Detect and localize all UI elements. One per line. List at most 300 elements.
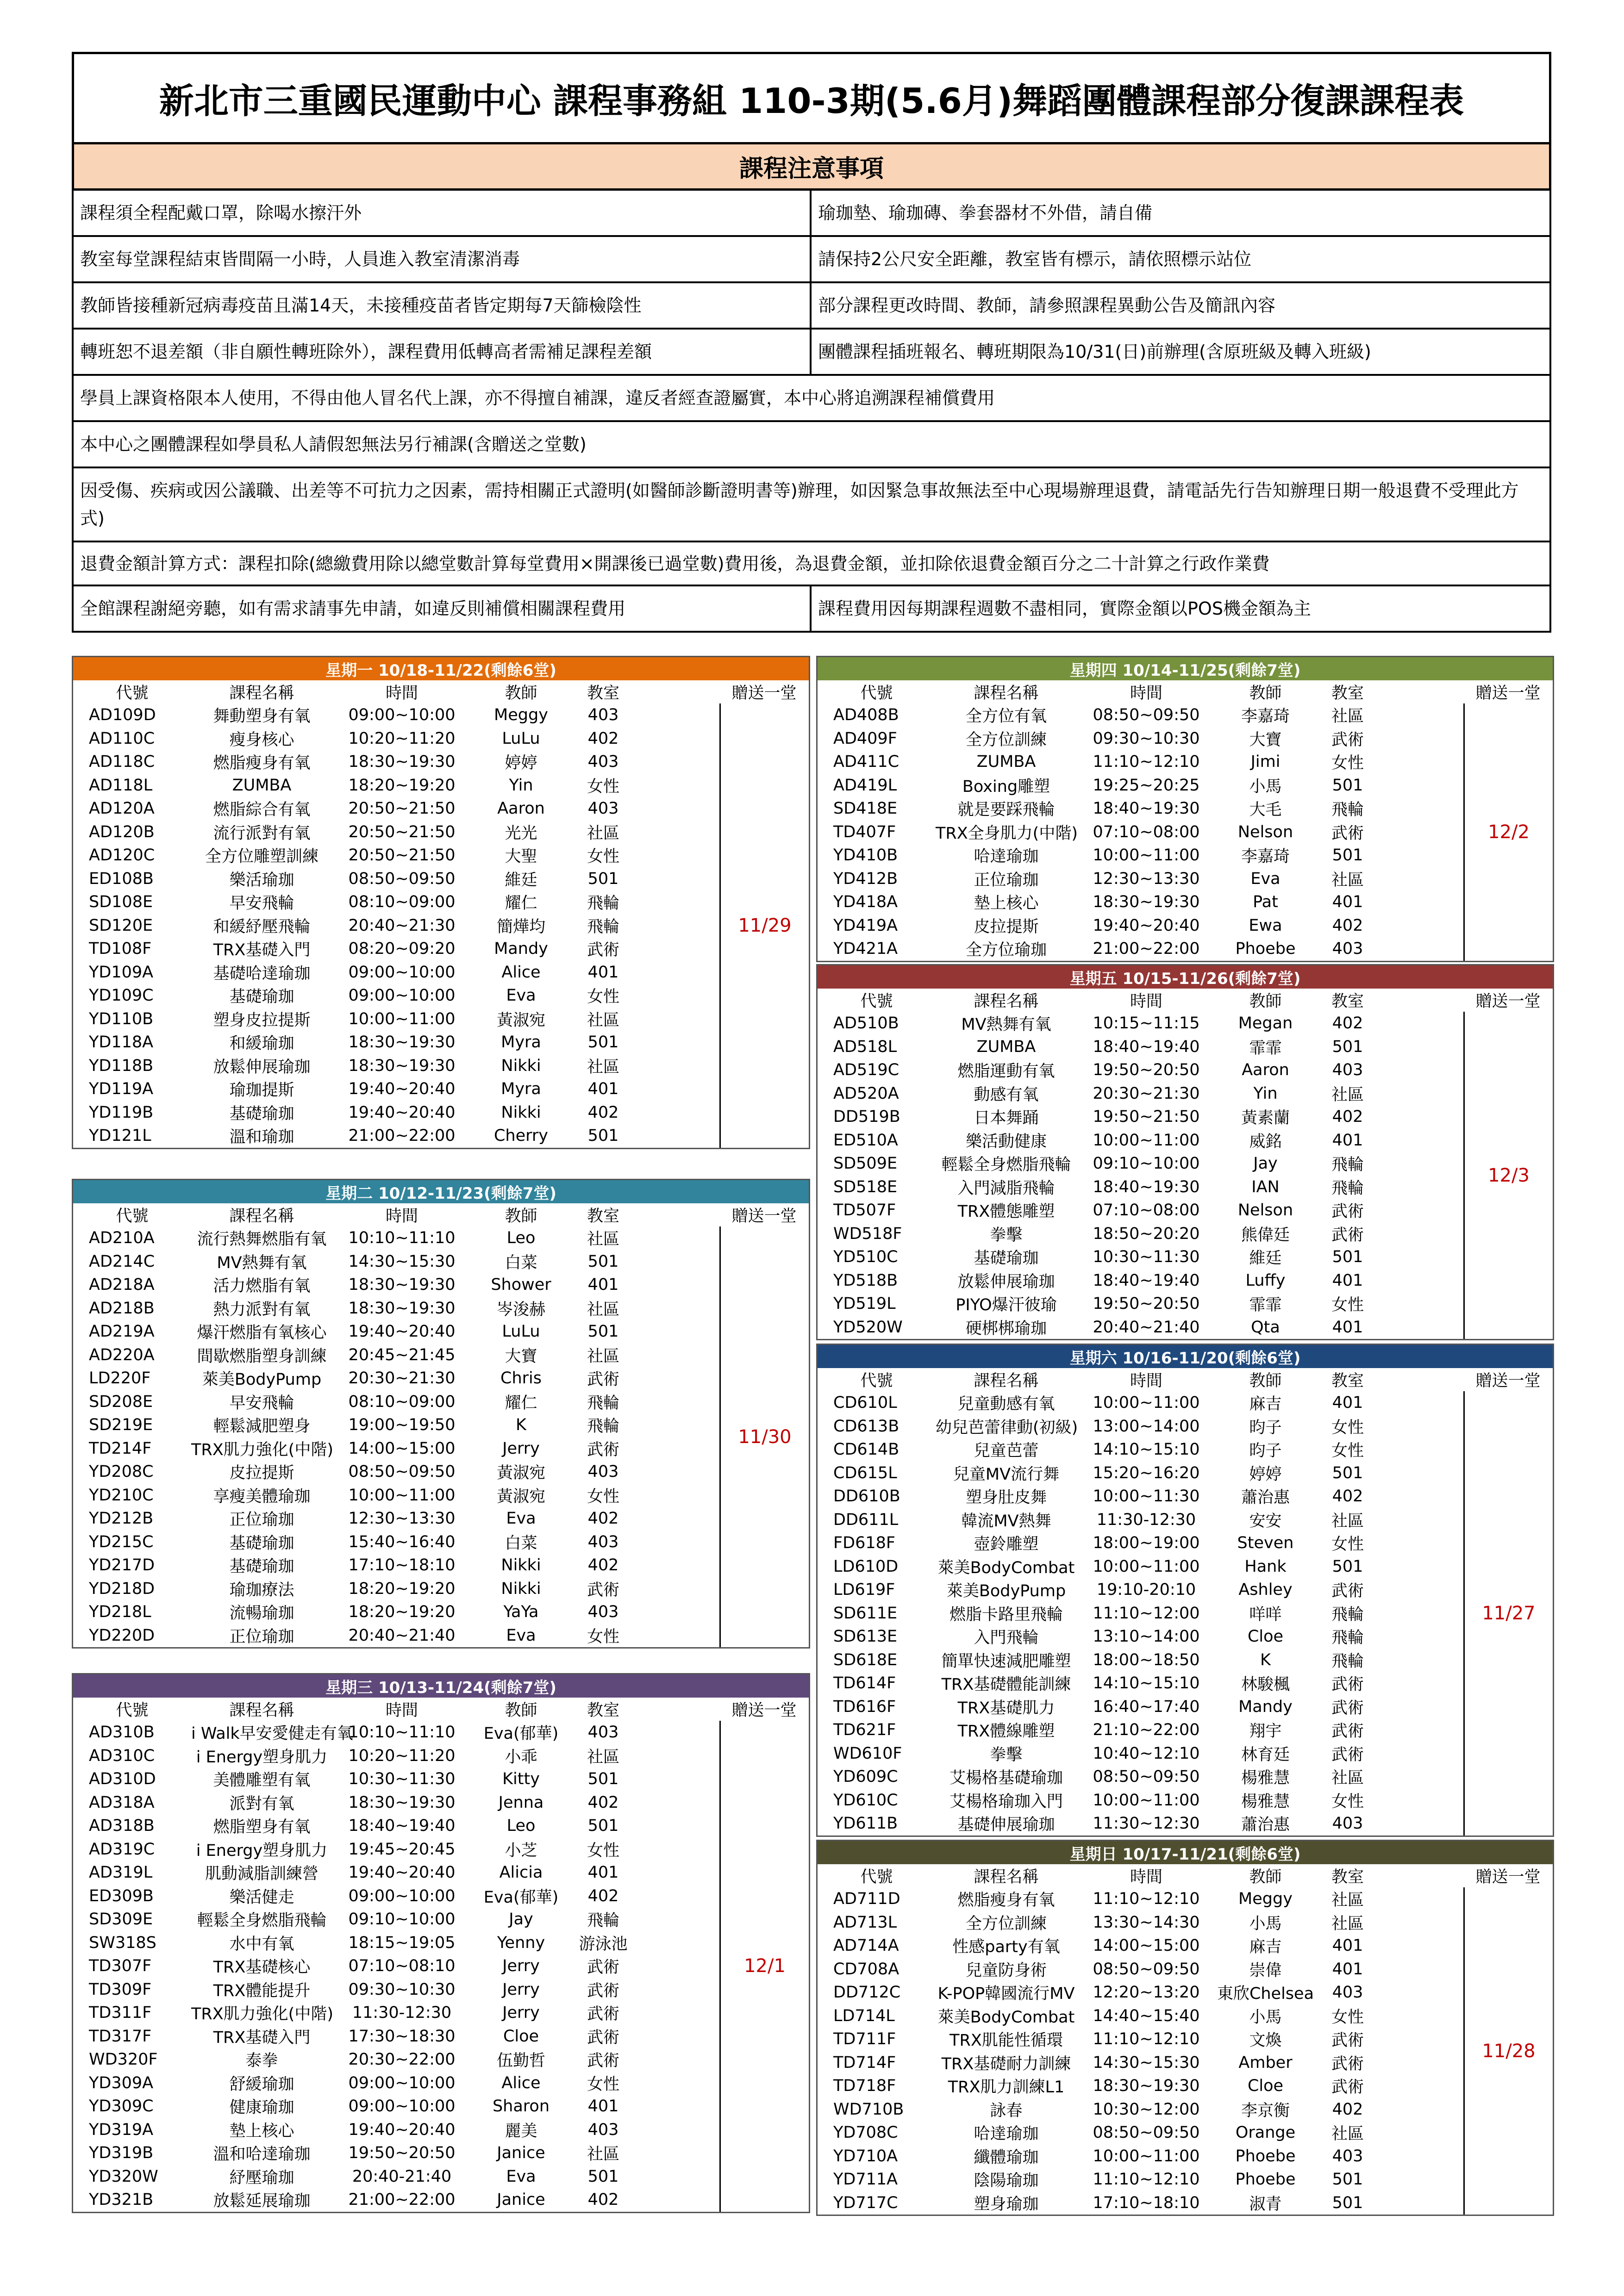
course-time: 16:40~17:40	[1093, 1697, 1200, 1716]
course-room: 401	[1332, 1936, 1363, 1955]
day-header: 星期六 10/16-11/20(剩餘6堂)	[818, 1345, 1553, 1368]
column-header: 教師	[1249, 992, 1282, 1011]
course-row	[818, 1508, 1553, 1532]
course-room: 402	[587, 1556, 619, 1575]
course-code: AD518L	[833, 1037, 897, 1056]
column-headers	[818, 989, 1553, 1012]
course-row	[818, 2168, 1553, 2191]
course-teacher: 楊雅慧	[1241, 1792, 1290, 1811]
course-name: 性感party有氧	[952, 1938, 1060, 1957]
course-time: 10:00~11:00	[1093, 1557, 1200, 1576]
column-header: 課程名稱	[974, 992, 1039, 1011]
course-room: 501	[587, 1252, 619, 1271]
course-row	[73, 937, 809, 961]
course-time: 18:20~19:20	[348, 1603, 456, 1622]
course-time: 17:10~18:10	[1093, 2193, 1200, 2212]
course-teacher: Yin	[1253, 1084, 1278, 1103]
course-row	[818, 1269, 1553, 1293]
course-teacher: 麗美	[505, 2122, 537, 2140]
course-name: TRX基礎耐力訓練	[941, 2054, 1071, 2073]
course-row	[818, 1958, 1553, 1981]
course-room: 401	[1332, 1960, 1363, 1979]
column-header: 代號	[116, 1207, 149, 1226]
column-header: 贈送一堂	[1475, 1868, 1541, 1886]
course-row	[73, 1721, 809, 1744]
course-row	[73, 1367, 809, 1390]
course-time: 20:50~21:50	[348, 822, 456, 841]
course-room: 女性	[1331, 1535, 1364, 1554]
course-time: 10:00~11:00	[1093, 1791, 1200, 1810]
column-header: 代號	[116, 684, 149, 703]
course-row	[73, 750, 809, 774]
course-time: 20:30~21:30	[1093, 1084, 1200, 1103]
course-code: YD215C	[89, 1532, 154, 1551]
course-teacher: Cloe	[503, 2027, 539, 2046]
course-code: LD714L	[833, 2006, 895, 2025]
course-row	[818, 1695, 1553, 1719]
course-teacher: Aaron	[497, 799, 545, 818]
course-room: 402	[1332, 2100, 1363, 2119]
course-time: 13:30~14:30	[1093, 1913, 1200, 1932]
course-code: AD318A	[89, 1793, 155, 1812]
notice-item: 請保持2公尺安全距離，教室皆有標示，請依照標示站位	[818, 249, 1252, 269]
course-time: 20:45~21:45	[348, 1345, 456, 1364]
course-row	[818, 1462, 1553, 1485]
course-room: 武術	[587, 2005, 619, 2024]
course-room: 501	[587, 1033, 619, 1052]
course-code: LD619F	[833, 1580, 895, 1599]
course-room: 402	[587, 1793, 619, 1812]
course-teacher: 淑青	[1249, 2195, 1282, 2214]
course-code: YD218L	[89, 1603, 151, 1622]
course-name: 瑜珈提斯	[229, 1081, 294, 1100]
course-room: 飛輪	[587, 917, 619, 936]
course-code: TD621F	[833, 1721, 896, 1740]
course-code: AD120C	[89, 846, 155, 865]
course-name: 簡單快速減肥雕塑	[941, 1652, 1071, 1671]
course-row	[73, 1320, 809, 1344]
bonus-date: 11/27	[1463, 1391, 1553, 1836]
course-name: 全方位瑜珈	[965, 941, 1047, 960]
course-room: 401	[587, 963, 619, 982]
notice-item: 課程須全程配戴口罩，除喝水擦汗外	[74, 191, 812, 235]
day-header: 星期四 10/14-11/25(剩餘7堂)	[818, 657, 1553, 680]
course-time: 18:30~19:30	[348, 1056, 456, 1075]
course-code: CD613B	[833, 1417, 899, 1436]
course-room: 社區	[1331, 1769, 1364, 1788]
course-name: 流行熱舞燃脂有氧	[197, 1230, 327, 1249]
course-row	[73, 1624, 809, 1648]
course-time: 09:10~10:00	[348, 1910, 456, 1929]
day-header: 星期一 10/18-11/22(剩餘6堂)	[73, 657, 809, 680]
course-time: 19:45~20:45	[348, 1840, 456, 1859]
notice-heading: 課程注意事項	[72, 144, 1551, 191]
course-code: YD418A	[833, 893, 898, 912]
course-row	[73, 984, 809, 1008]
course-teacher: 崇偉	[1249, 1961, 1282, 1980]
course-name: 墊上核心	[229, 2122, 294, 2140]
course-teacher: 光光	[505, 824, 537, 843]
course-code: AD408B	[833, 706, 899, 725]
course-time: 18:30~19:30	[348, 1793, 456, 1812]
course-row	[73, 1390, 809, 1414]
course-name: 輕鬆全身燃脂飛輪	[941, 1156, 1071, 1175]
column-header: 代號	[860, 1372, 893, 1390]
course-room: 武術	[587, 2052, 619, 2071]
course-time: 08:20~09:20	[348, 940, 456, 958]
course-name: 基礎伸展瑜珈	[957, 1816, 1055, 1835]
course-row	[818, 1176, 1553, 1199]
course-time: 20:30~22:00	[348, 2050, 456, 2069]
day-header: 星期二 10/12-11/23(剩餘7堂)	[73, 1180, 809, 1203]
course-teacher: 大寶	[505, 1347, 537, 1366]
course-teacher: 麻吉	[1249, 1395, 1282, 1414]
course-row	[818, 1531, 1553, 1555]
course-row	[73, 961, 809, 984]
column-header: 教室	[1331, 1868, 1364, 1886]
course-room: 武術	[587, 941, 619, 960]
course-name: 基礎瑜珈	[229, 1534, 294, 1553]
course-row	[818, 703, 1553, 727]
course-name: 和緩瑜珈	[229, 1034, 294, 1053]
course-name: 瑜珈療法	[229, 1580, 294, 1599]
course-room: 女性	[1331, 1296, 1364, 1315]
course-time: 08:50~09:50	[1093, 706, 1200, 725]
course-row	[818, 1578, 1553, 1602]
course-code: TD309F	[89, 1980, 152, 1999]
course-name: 輕鬆全身燃脂飛輪	[197, 1911, 327, 1930]
course-code: SD309E	[89, 1910, 153, 1929]
column-header: 課程名稱	[974, 1372, 1039, 1390]
course-name: 詠春	[990, 2101, 1023, 2120]
course-code: AD110C	[89, 729, 155, 748]
course-time: 10:30~12:00	[1093, 2100, 1200, 2119]
course-name: 塑身皮拉提斯	[213, 1011, 311, 1030]
course-teacher: 霏霏	[1249, 1296, 1282, 1315]
course-room: 401	[587, 2097, 619, 2116]
course-row	[818, 1602, 1553, 1625]
course-room: 女性	[1331, 1792, 1364, 1811]
course-room: 社區	[1331, 1914, 1364, 1933]
course-name: 燃脂塑身有氧	[213, 1818, 311, 1837]
course-teacher: Phoebe	[1235, 940, 1296, 958]
day-header: 星期五 10/15-11/26(剩餘7堂)	[818, 965, 1553, 989]
course-room: 社區	[1331, 1891, 1364, 1910]
course-code: SD509E	[833, 1154, 898, 1173]
course-teacher: Orange	[1235, 2123, 1296, 2142]
course-name: 哈達瑜珈	[974, 2125, 1039, 2144]
course-name: 全方位訓練	[965, 730, 1047, 749]
course-code: YD412B	[833, 869, 898, 888]
course-code: ED309B	[89, 1886, 154, 1905]
course-row	[73, 1978, 809, 2002]
course-row	[818, 1789, 1553, 1812]
course-time: 17:10~18:10	[348, 1556, 456, 1575]
course-row	[73, 1791, 809, 1815]
friday-schedule	[816, 964, 1554, 1340]
day-header: 星期三 10/13-11/24(剩餘7堂)	[73, 1674, 809, 1698]
course-code: AD711D	[833, 1890, 900, 1909]
course-name: 萊美BodyPump	[202, 1370, 322, 1389]
course-row	[73, 1767, 809, 1791]
course-time: 18:20~19:20	[348, 1579, 456, 1598]
course-time: 19:50~20:50	[1093, 1294, 1200, 1313]
course-teacher: Shower	[491, 1276, 551, 1294]
course-teacher: Alice	[501, 963, 541, 982]
course-time: 18:30~19:30	[1093, 2077, 1200, 2096]
course-time: 18:50~20:20	[1093, 1224, 1200, 1243]
course-name: 和緩紓壓飛輪	[213, 917, 311, 936]
course-row	[818, 774, 1553, 797]
course-time: 14:30~15:30	[348, 1252, 456, 1271]
course-code: AD419L	[833, 776, 897, 795]
course-room: 女性	[587, 2075, 619, 2094]
notice-item: 退費金額計算方式：課程扣除(總繳費用除以總堂數計算每堂費用×開課後已過堂數)費用後，為退費金額，並扣除依退費金額百分之二十計算之行政作業費	[80, 553, 1270, 574]
course-room: 403	[1332, 1983, 1363, 2002]
course-code: YD109C	[89, 986, 154, 1005]
course-teacher: Megan	[1238, 1014, 1293, 1033]
notice-item: 本中心之團體課程如學員私人請假恕無法另行補課(含贈送之堂數)	[80, 434, 587, 454]
course-teacher: Jenna	[498, 1793, 544, 1812]
course-teacher: Janice	[497, 2144, 545, 2163]
header-block	[72, 52, 1551, 633]
course-room: 401	[1332, 1394, 1363, 1412]
course-row	[73, 1838, 809, 1861]
course-row	[818, 1672, 1553, 1695]
notice-item: 教室每堂課程結束皆間隔一小時，人員進入教室清潔消毒	[74, 237, 812, 281]
course-teacher: Jerry	[502, 2004, 540, 2022]
monday-schedule	[72, 656, 810, 1149]
course-name: 派對有氧	[229, 1794, 294, 1813]
course-time: 20:30~21:30	[348, 1369, 456, 1388]
course-name: ZUMBA	[976, 1037, 1036, 1056]
course-room: 女性	[587, 1487, 619, 1506]
course-name: 瘦身核心	[229, 730, 294, 749]
course-name: 泰拳	[245, 2052, 278, 2071]
course-time: 10:00~11:00	[1093, 1394, 1200, 1412]
column-header: 贈送一堂	[731, 1701, 797, 1720]
course-row	[73, 1861, 809, 1885]
course-time: 10:00~11:00	[1093, 846, 1200, 865]
course-teacher: 李京衡	[1241, 2101, 1290, 2120]
column-header: 時間	[385, 684, 418, 703]
course-code: AD214C	[89, 1252, 155, 1271]
course-name: PIYO爆汗彼瑜	[956, 1296, 1057, 1315]
course-teacher: Ashley	[1238, 1580, 1293, 1599]
column-header: 時間	[1130, 992, 1162, 1011]
course-time: 09:00~10:00	[348, 2073, 456, 2092]
column-headers	[73, 680, 809, 703]
course-code: AD714A	[833, 1936, 899, 1955]
course-teacher: 林駿楓	[1241, 1675, 1290, 1694]
course-row	[73, 774, 809, 797]
course-room: 402	[1332, 1487, 1363, 1506]
course-name: 基礎瑜珈	[229, 1557, 294, 1576]
course-name: 流行派對有氧	[213, 824, 311, 843]
course-teacher: Aaron	[1242, 1061, 1289, 1080]
course-teacher: Eva	[506, 1509, 536, 1528]
course-room: 402	[1332, 916, 1363, 935]
course-room: 武術	[587, 2028, 619, 2047]
course-row	[73, 844, 809, 867]
course-name: 肌動減脂訓練營	[205, 1865, 319, 1884]
course-row	[73, 1008, 809, 1031]
bonus-date: 12/1	[719, 1721, 809, 2212]
notice-item: 課程費用因每期課程週數不盡相同，實際金額以POS機金額為主	[818, 598, 1311, 619]
course-code: CD615L	[833, 1463, 897, 1482]
course-code: SD418E	[833, 799, 898, 818]
course-name: 陰陽瑜珈	[974, 2172, 1039, 2190]
course-code: TD407F	[833, 822, 896, 841]
course-teacher: 李嘉琦	[1241, 847, 1290, 866]
course-code: AD120A	[89, 799, 155, 818]
course-teacher: 林育廷	[1241, 1745, 1290, 1764]
column-header: 教師	[505, 684, 537, 703]
course-teacher: 安安	[1249, 1512, 1282, 1531]
course-room: 501	[1332, 776, 1363, 795]
course-room: 501	[1332, 1248, 1363, 1267]
course-code: SD208E	[89, 1392, 153, 1411]
course-time: 18:40~19:40	[1093, 1271, 1200, 1290]
course-time: 11:30-12:30	[352, 2004, 452, 2022]
course-teacher: 大毛	[1249, 801, 1282, 820]
course-code: DD519B	[833, 1108, 900, 1126]
course-code: AD210A	[89, 1229, 155, 1248]
course-row	[73, 1744, 809, 1768]
course-code: TD616F	[833, 1697, 896, 1716]
course-row	[818, 2004, 1553, 2028]
course-row	[73, 2165, 809, 2189]
course-code: LD610D	[833, 1557, 899, 1576]
course-time: 08:50~09:50	[1093, 2123, 1200, 2142]
course-code: AD713L	[833, 1913, 897, 1932]
course-code: YD212B	[89, 1509, 154, 1528]
course-time: 18:40~19:40	[1093, 1037, 1200, 1056]
course-code: AD218B	[89, 1299, 155, 1318]
course-teacher: 大聖	[505, 847, 537, 866]
course-teacher: 霏霏	[1249, 1039, 1282, 1058]
column-header: 贈送一堂	[731, 684, 797, 703]
course-time: 14:00~15:00	[1093, 1936, 1200, 1955]
course-room: 403	[587, 1532, 619, 1551]
course-name: 紓壓瑜珈	[229, 2168, 294, 2187]
course-time: 20:50~21:50	[348, 846, 456, 865]
course-teacher: 耀仁	[505, 1394, 537, 1412]
course-teacher: 昀子	[1249, 1418, 1282, 1437]
course-time: 15:40~16:40	[348, 1532, 456, 1551]
course-name: 幼兒芭蕾律動(初級)	[936, 1418, 1078, 1437]
course-room: 社區	[587, 2145, 619, 2164]
course-room: 501	[587, 1770, 619, 1789]
course-code: DD712C	[833, 1983, 901, 2002]
course-code: SD613E	[833, 1627, 898, 1646]
course-room: 武術	[587, 1580, 619, 1599]
course-row	[818, 1058, 1553, 1082]
course-code: SD618E	[833, 1650, 898, 1669]
course-name: 入門飛輪	[974, 1629, 1039, 1648]
course-room: 社區	[1331, 707, 1364, 726]
course-teacher: Hank	[1244, 1557, 1287, 1576]
course-name: MV熱舞有氧	[217, 1253, 307, 1272]
column-header: 教師	[505, 1701, 537, 1720]
course-code: TD317F	[89, 2027, 152, 2046]
course-code: TD718F	[833, 2077, 896, 2096]
course-teacher: Leo	[506, 1229, 536, 1248]
course-row	[73, 703, 809, 727]
course-name: TRX肌力強化(中階)	[191, 2005, 333, 2024]
course-time: 09:30~10:30	[348, 1980, 456, 1999]
course-teacher: Kitty	[502, 1770, 540, 1789]
saturday-schedule	[816, 1344, 1554, 1837]
course-teacher: Cloe	[1247, 2077, 1284, 2096]
course-name: TRX基礎肌力	[957, 1699, 1055, 1717]
course-teacher: 蕭治惠	[1241, 1488, 1290, 1507]
course-teacher: Nikki	[501, 1103, 541, 1122]
course-name: 全方位訓練	[965, 1914, 1047, 1933]
course-room: 401	[1332, 1131, 1363, 1150]
course-name: 熱力派對有氧	[213, 1300, 311, 1319]
course-time: 20:40~21:30	[348, 916, 456, 935]
course-time: 14:30~15:30	[1093, 2053, 1200, 2072]
course-name: Boxing雕塑	[962, 777, 1050, 796]
course-row	[73, 1554, 809, 1577]
course-teacher: 維廷	[1249, 1249, 1282, 1268]
course-code: WD320F	[89, 2050, 158, 2069]
column-header: 教室	[587, 684, 619, 703]
course-room: 501	[1332, 2170, 1363, 2189]
course-name: 樂活動健康	[965, 1132, 1047, 1151]
course-room: 社區	[1331, 1512, 1364, 1531]
course-teacher: Phoebe	[1235, 2147, 1296, 2165]
course-name: 正位瑜珈	[229, 1627, 294, 1646]
course-room: 501	[587, 1322, 619, 1341]
course-room: 社區	[587, 1230, 619, 1249]
course-room: 武術	[1331, 730, 1364, 749]
column-header: 代號	[860, 684, 893, 703]
course-row	[73, 1124, 809, 1148]
course-row	[818, 1649, 1553, 1672]
course-time: 15:20~16:20	[1093, 1463, 1200, 1482]
column-headers	[818, 1368, 1553, 1391]
course-time: 18:30~19:30	[1093, 893, 1200, 912]
course-time: 13:00~14:00	[1093, 1417, 1200, 1436]
course-name: 溫和哈達瑜珈	[213, 2145, 311, 2164]
course-name: 舒緩瑜珈	[229, 2075, 294, 2094]
course-code: TD311F	[89, 2004, 152, 2022]
course-time: 18:30~19:30	[348, 1033, 456, 1052]
course-code: YD320W	[89, 2167, 158, 2186]
course-row	[818, 1152, 1553, 1176]
course-room: 武術	[587, 1370, 619, 1389]
course-room: 社區	[587, 1748, 619, 1767]
course-time: 11:10~12:10	[1093, 2030, 1200, 2049]
course-teacher: K	[516, 1416, 526, 1435]
course-room: 社區	[587, 824, 619, 843]
course-row	[73, 2025, 809, 2048]
course-teacher: Yin	[509, 776, 533, 795]
course-row	[818, 1438, 1553, 1462]
course-room: 501	[1332, 1037, 1363, 1056]
course-teacher: Phoebe	[1235, 2170, 1296, 2189]
column-header: 時間	[1130, 684, 1162, 703]
course-room: 401	[1332, 1318, 1363, 1337]
course-room: 403	[587, 1603, 619, 1622]
course-teacher: 翔宇	[1249, 1722, 1282, 1741]
course-code: AD109D	[89, 706, 156, 725]
course-code: CD614B	[833, 1440, 899, 1459]
course-teacher: LuLu	[502, 729, 540, 748]
course-name: 享瘦美體瑜珈	[213, 1487, 311, 1506]
